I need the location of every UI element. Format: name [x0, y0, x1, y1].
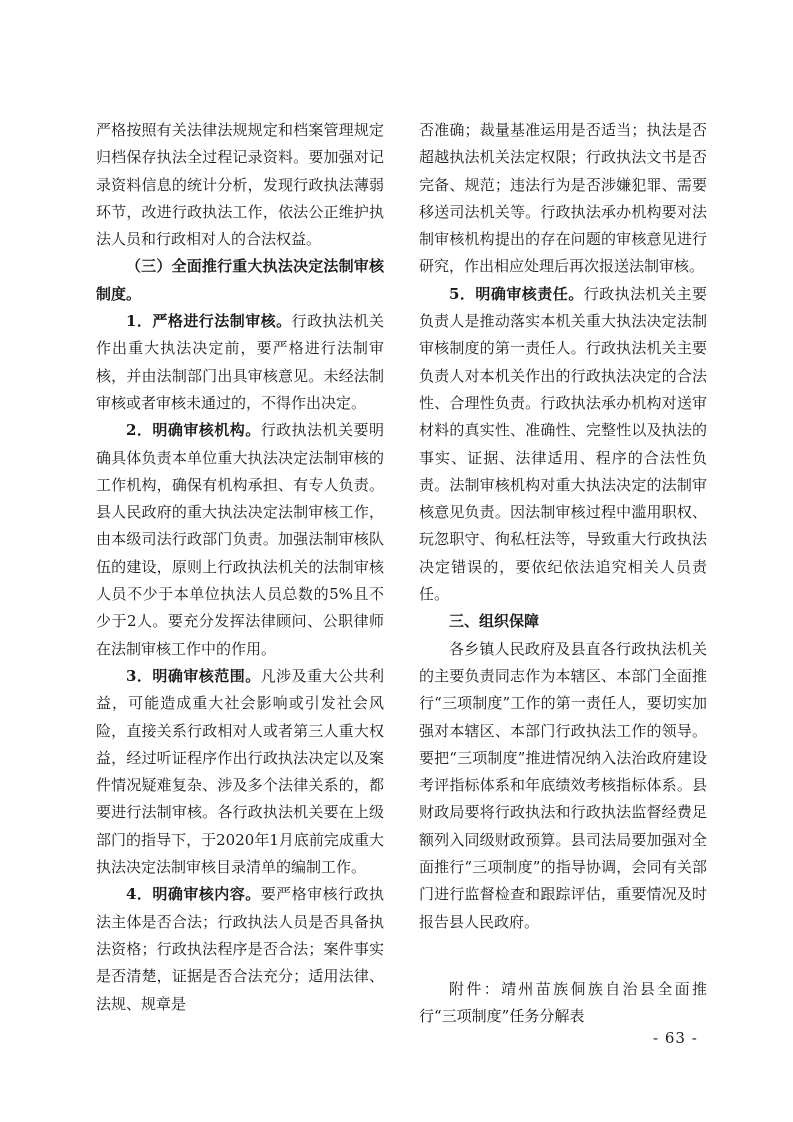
item-5-body: 行政执法机关主要负责人是推动落实本机关重大执法决定法制审核制度的第一责任人。行政执法机关主要负责人对本机关作出的行政执法决定的合法性、合理性负责。行政执法承办机构对送审材料的真实性、准确性、完整性以及执法的事实、证据、法律适用、程序的合法性负责。法制审核机构对重大执法决定的法制审核意见负责。因法制审核过程中滥用职权、玩忽职守、徇私枉法等，导致重大行政执法决定错误的，要依纪依法追究相关人员责任。 — [419, 284, 707, 604]
item-2 — [96, 417, 384, 663]
item-5 — [419, 281, 707, 609]
item-2-title: 2．明确审核机构。 — [126, 421, 261, 440]
section-heading-3: （三）全面推行重大执法决定法制审核制度。 — [96, 257, 384, 303]
item-5-title: 5．明确审核责任。 — [449, 284, 584, 303]
page-number: - 63 - — [653, 1029, 698, 1047]
item-4-body: 要严格审核行政执法主体是否合法；行政执法人员是否具备执法资格；行政执法程序是否合法；案件事实是否清楚，证据是否合法充分；适用法律、法规、规章是 — [96, 885, 384, 1013]
organization-paragraph: 各乡镇人民政府及县直各行政执法机关的主要负责同志作为本辖区、本部门全面推行“三项制度”工作的第一责任人，要切实加强对本辖区、本部门行政执法工作的领导。要把“三项制度”推进情况纳入法治政府建设考评指标体系和年底绩效考核指标体系。县财政局要将行政执法和行政执法监督经费足额列入同级财政预算。县司法局要加强对全面推行“三项制度”的指导协调，会同有关部门进行监督检查和跟踪评估，重要情况及时报告县人民政府。 — [419, 639, 707, 931]
item-3-body: 凡涉及重大公共利益，可能造成重大社会影响或引发社会风险，直接关系行政相对人或者第三人重大权益，经过听证程序作出行政执法决定以及案件情况疑难复杂、涉及多个法律关系的，都要进行法制审核。各行政执法机关要在上级部门的指导下，于2020年1月底前完成重大执法决定法制审核目录清单的编制工作。 — [96, 666, 384, 877]
item-1 — [96, 308, 384, 417]
item-1-title: 1．严格进行法制审核。 — [126, 312, 292, 331]
item-4-title: 4．明确审核内容。 — [126, 885, 261, 904]
item-3 — [96, 663, 384, 881]
item-1-body: 行政执法机关作出重大执法决定前，要严格进行法制审核，并由法制部门出具审核意见。未经法制审核或者审核未通过的，不得作出决定。 — [96, 312, 384, 412]
right-column — [419, 117, 707, 1031]
item-4-continued: 否准确；裁量基准运用是否适当；执法是否超越执法机关法定权限；行政执法文书是否完备、规范；违法行为是否涉嫌犯罪、需要移送司法机关等。行政执法承办机构要对法制审核机构提出的存在问题的审核意见进行研究，作出相应处理后再次报送法制审核。 — [419, 121, 707, 276]
item-4 — [96, 881, 384, 1017]
left-column — [96, 117, 384, 1018]
attachment-note: 附件：靖州苗族侗族自治县全面推行“三项制度”任务分解表 — [419, 979, 707, 1026]
section-heading-organization: 三、组织保障 — [449, 612, 540, 631]
item-2-body: 行政执法机关要明确具体负责本单位重大执法决定法制审核的工作机构，确保有机构承担、有专人负责。县人民政府的重大执法决定法制审核工作，由本级司法行政部门负责。加强法制审核队伍的建设，原则上行政执法机关的法制审核人员不少于本单位执法人员总数的5%且不少于2人。要充分发挥法律顾问、公职律师在法制审核工作中的作用。 — [96, 421, 384, 658]
continued-paragraph: 严格按照有关法律法规规定和档案管理规定归档保存执法全过程记录资料。要加强对记录资料信息的统计分析，发现行政执法薄弱环节，改进行政执法工作，依法公正维护执法人员和行政相对人的合法权益。 — [96, 121, 384, 249]
item-3-title: 3．明确审核范围。 — [126, 666, 261, 685]
